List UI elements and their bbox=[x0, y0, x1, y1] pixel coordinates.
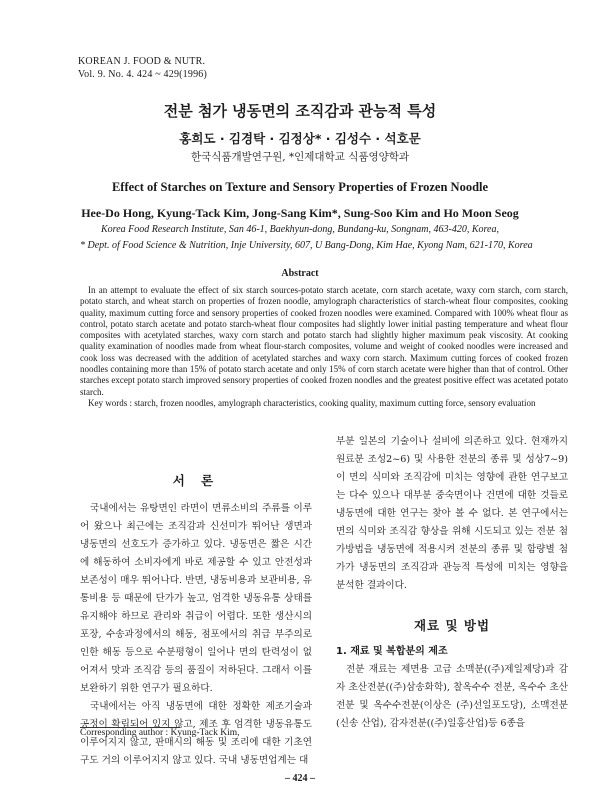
methods-heading: 재료 및 방법 bbox=[413, 618, 491, 633]
authors-english: Hee-Do Hong, Kyung-Tack Kim, Jong-Sang Kim*, Sung-Soo Kim and Ho Moon Seog bbox=[81, 206, 519, 220]
affiliation-korean: 한국식품개발연구원, *인제대학교 식품영양학과 bbox=[190, 151, 410, 163]
right-column bbox=[336, 433, 568, 733]
page-number: – 424 – bbox=[285, 773, 315, 784]
title-korean: 전분 첨가 냉동면의 조직감과 관능적 특성 bbox=[163, 102, 437, 120]
journal-header bbox=[78, 55, 207, 81]
intro-heading: 서 론 bbox=[172, 473, 220, 488]
methods-paragraph-1: 전분 재료는 제면용 고급 소맥분((주)제일제당)과 감자 초산전분((주)삼송화학), 찰옥수수 전분, 옥수수 초산전분 및 옥수수전분(이상은 (주)선일포도당), 소맥전분(신송 산업), 감자전분((주)일홍산업)등 6종을 bbox=[336, 664, 568, 729]
keywords: Key words : starch, frozen noodles, amylograph characteristics, cooking quality, maximum cutting force, sensory evaluation bbox=[88, 397, 536, 408]
corresponding-author-footnote: Corresponding author : Kyung-Tack Kim, bbox=[80, 728, 240, 738]
affiliation-english-1: Korea Food Research Institute, San 46-1, Baekhyun-dong, Bundang-ku, Songnam, 463-420, Korea, bbox=[101, 224, 499, 235]
title-english: Effect of Starches on Texture and Sensory Properties of Frozen Noodle bbox=[111, 180, 489, 194]
intro-paragraph-1: 국내에서는 유탕면인 라면이 면류소비의 주류를 이루어 왔으나 최근에는 조직감과 신선미가 뛰어난 생면과 냉동면의 선호도가 증가하고 있다. 냉동면은 짧은 시간에 해동하여 소비자에게 바로 제공할 수 있고 안전성과 보존성이 매우 뛰어나다. 반면, 냉동비용과 보관비용, 유통비용 등 때문에 단가가 높고, 엄격한 냉동유통 상태를 유지해야 하므로 관리와 취급이 어렵다. 또한 생산시의 포장, 수송과정에서의 해동, 점포에서의 취급 부주의로 인한 해동 등으로 수분평형이 일어나 면의 탄력성이 없어져서 맛과 조직감 등의 품질이 저하된다. 그래서 이를 보완하기 위한 연구가 필요하다. bbox=[80, 503, 312, 694]
journal-volume: Vol. 9. No. 4. 424 ~ 429(1996) bbox=[78, 69, 208, 80]
affiliation-english-2: * Dept. of Food Science & Nutrition, Inje University, 607, U Bang-Dong, Kim Hae, Kyong Nam, 621-170, Korea bbox=[80, 240, 533, 251]
abstract-body: In an attempt to evaluate the effect of six starch sources-potato starch acetate, corn starch acetate, waxy corn starch, corn starch, potato starch, and wheat starch on properties of frozen noodle, amylograph characteristics of starch-wheat flour composites, cooking quality, maximum cutting force and sensory properties of cooked frozen noodles were examined. Compared with 100% wheat flour as control, potato starch acetate and potato starch-wheat flour composites had slightly lower initial pasting temperature and wheat flour composites with acetylated starches, waxy corn starch and potato starch had slightly higher maximum peak viscosity. At cooking quality examination of noodles made from wheat flour-starch composites, volume and weight of cooked noodles were increased and cook loss was decreased with the addition of acetylated starches and waxy corn starch. Maximum cutting forces of cooked frozen noodles containing more than 15% of potato starch acetate and only 15% of corn starch acetate were higher than that of control. Other starches except potato starch improved sensory properties of cooked frozen noodles and the greatest positive effect was acetated potato starch. bbox=[80, 285, 568, 397]
abstract-heading: Abstract bbox=[281, 268, 319, 279]
abstract-section bbox=[80, 285, 568, 409]
authors-korean: 홍희도 · 김경탁 · 김정상* · 김성수 · 석호문 bbox=[179, 131, 421, 146]
methods-subheading: 1. 재료 및 복합분의 제조 bbox=[336, 646, 448, 657]
intro-continued: 부분 일본의 기술이나 설비에 의존하고 있다. 현재까지 원료분 조성2~6) 및 사용한 전분의 종류 및 성상7~9)이 면의 식미와 조직감에 미치는 영향에 관한 연구보고는 다수 있으나 대부분 중숙면이나 건면에 대한 것들로 냉동면에 대한 연구는 찾아 볼 수 없다. 본 연구에서는 면의 식미와 조직감 향상을 위해 시도되고 있는 전분 첨가방법을 냉동면에 적용시켜 전분의 종류 및 함량별 첨가가 냉동면의 조직감과 관능적 특성에 미치는 영향을 분석한 결과이다. bbox=[336, 436, 568, 591]
journal-name: KOREAN J. FOOD & NUTR. bbox=[78, 56, 206, 67]
intro-paragraph-2: 국내에서는 아직 냉동면에 대한 정확한 제조기술과 공정이 확립되어 있지 않고, 제조 후 엄격한 냉동유통도 이루어지지 않고, 판매시의 해동 및 조리에 대한 기초연구도 거의 이루어지지 않고 있다. 국내 냉동면업계는 대 bbox=[80, 701, 312, 766]
left-column bbox=[80, 472, 312, 770]
